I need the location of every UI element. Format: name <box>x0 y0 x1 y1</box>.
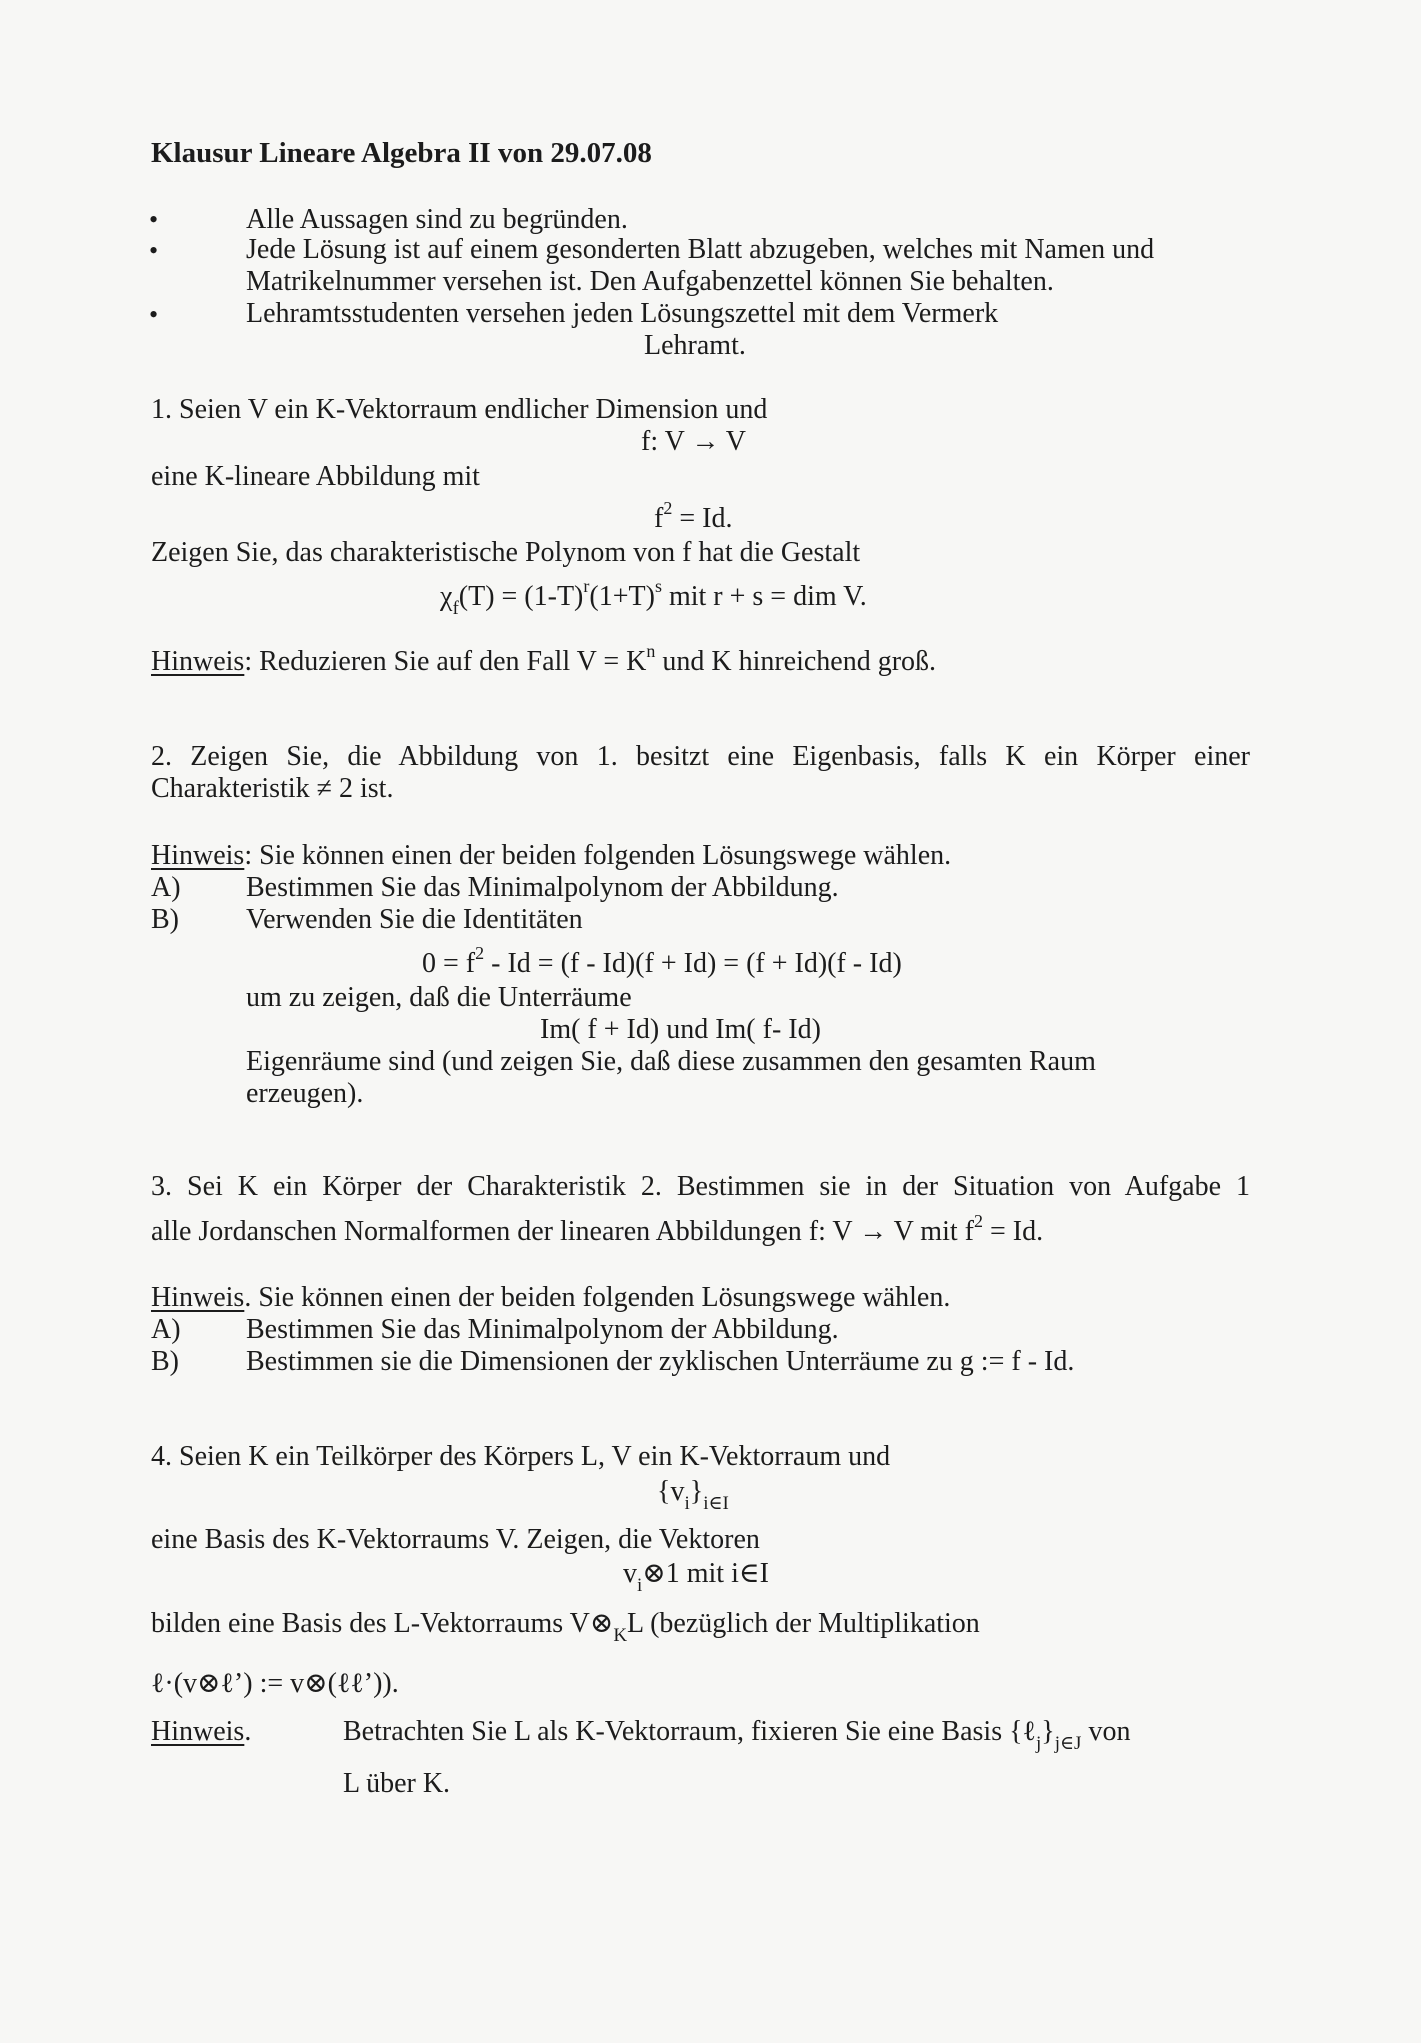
task2-identity-equation <box>422 943 902 983</box>
task3-option-a-text: Bestimmen Sie das Minimalpolynom der Abbildung. <box>246 1314 839 1345</box>
tensor-subscript: K <box>613 1625 628 1646</box>
task3-line-2-a: alle Jordanschen Normalformen der linearen Abbildungen f: V → V mit f <box>151 1216 974 1247</box>
task4-line-2: eine Basis des K-Vektorraums V. Zeigen, die Vektoren <box>151 1524 760 1555</box>
task3-option-a-label: A) <box>151 1314 181 1345</box>
task2-line-3: um zu zeigen, daß die Unterräume <box>246 982 632 1013</box>
task4-line-4: ℓ·(v⊗ℓ’) := v⊗(ℓℓ’)). <box>151 1668 399 1699</box>
task1-equation <box>654 498 733 538</box>
bullet-1: • <box>149 205 159 234</box>
bullet-3: • <box>149 300 159 329</box>
eq-part-a: 0 = f <box>422 948 476 979</box>
chi-part-c: mit r + s = dim V. <box>661 581 867 612</box>
eq-part-b: - Id = (f - Id)(f + Id) = (f + Id)(f - Id) <box>484 948 902 979</box>
instruction-1: Alle Aussagen sind zu begründen. <box>246 204 628 235</box>
task4-line-1: 4. Seien K ein Teilkörper des Körpers L, V ein K-Vektorraum und <box>151 1441 891 1472</box>
task2-option-b-label: B) <box>151 904 179 935</box>
hint-text-b: } <box>1041 1716 1055 1747</box>
task1-hint <box>151 641 937 681</box>
hint-index-j: j <box>1035 1733 1042 1754</box>
task4-line-3-a: bilden eine Basis des L-Vektorraums V⊗ <box>151 1608 614 1639</box>
eq-exponent: 2 <box>663 498 673 518</box>
instruction-2-line-2: Matrikelnummer versehen ist. Den Aufgabenzettel können Sie behalten. <box>246 266 1054 297</box>
eq-f: f <box>654 503 664 534</box>
task2-line-5: erzeugen). <box>246 1078 364 1109</box>
task4-line-3-b: L (bezüglich der Multiplikation <box>627 1608 980 1639</box>
task2-line-2: Charakteristik ≠ 2 ist. <box>151 773 394 804</box>
instruction-3-line-1: Lehramtsstudenten versehen jeden Lösungszettel mit dem Vermerk <box>246 298 999 329</box>
task4-basis-set <box>657 1475 729 1512</box>
hint-subscript: j∈J <box>1054 1733 1082 1754</box>
set-open: {v <box>657 1476 685 1507</box>
task4-vectors <box>623 1557 769 1594</box>
task2-option-a-label: A) <box>151 872 181 903</box>
chi-exponent-s: s <box>654 576 662 596</box>
hint-text: . Sie können einen der beiden folgenden Lösungswege wählen. <box>244 1282 951 1313</box>
task3-option-b-label: B) <box>151 1346 179 1377</box>
set-index: i <box>684 1493 690 1514</box>
task4-line-3 <box>151 1607 980 1644</box>
task1-line-3: Zeigen Sie, das charakteristische Polynom von f hat die Gestalt <box>151 537 861 568</box>
task3-line-1: 3. Sei K ein Körper der Charakteristik 2. Bestimmen sie in der Situation von Aufgabe 1 <box>151 1171 1250 1202</box>
task4-hint-text <box>343 1715 1130 1752</box>
task1-map: f: V → V <box>641 426 747 457</box>
chi-subscript: f <box>452 598 459 619</box>
hint-text-a: Betrachten Sie L als K-Vektorraum, fixieren Sie eine Basis {ℓ <box>343 1716 1036 1747</box>
task1-char-polynomial <box>440 576 867 619</box>
chi-symbol: χ <box>440 581 453 612</box>
instruction-2-line-1: Jede Lösung ist auf einem gesonderten Blatt abzugeben, welches mit Namen und <box>246 234 1155 265</box>
task2-line-1: 2. Zeigen Sie, die Abbildung von 1. besitzt eine Eigenbasis, falls K ein Körper einer <box>151 741 1250 772</box>
hint-exponent: n <box>646 641 656 661</box>
vec-index: i <box>637 1575 643 1596</box>
eq-exponent: 2 <box>475 943 485 963</box>
task2-option-a-text: Bestimmen Sie das Minimalpolynom der Abbildung. <box>246 872 839 903</box>
hint-label: Hinweis <box>151 1282 245 1313</box>
task1-line-1: 1. Seien V ein K-Vektorraum endlicher Dimension und <box>151 394 768 425</box>
chi-part-a: (T) = (1-T) <box>458 581 584 612</box>
task3-hint <box>151 1281 950 1315</box>
page-title: Klausur Lineare Algebra II von 29.07.08 <box>151 137 652 169</box>
hint-label: Hinweis <box>151 646 245 677</box>
task1-line-2: eine K-lineare Abbildung mit <box>151 461 480 492</box>
hint-dot: . <box>244 1716 252 1747</box>
instruction-3-line-2: Lehramt. <box>644 330 746 361</box>
task3-line-2-b: = Id. <box>982 1216 1044 1247</box>
bullet-2: • <box>149 236 159 265</box>
task3-option-b-text: Bestimmen sie die Dimensionen der zyklischen Unterräume zu g := f - Id. <box>246 1346 1075 1377</box>
task4-hint-label <box>151 1715 251 1749</box>
hint-text: : Sie können einen der beiden folgenden Lösungswege wählen. <box>244 840 952 871</box>
hint-text-a: : Reduzieren Sie auf den Fall V = K <box>244 646 647 677</box>
vec-rest: ⊗1 mit i∈I <box>642 1558 769 1589</box>
set-subscript: i∈I <box>703 1493 729 1514</box>
hint-text-b: und K hinreichend groß. <box>655 646 937 677</box>
task2-option-b-text: Verwenden Sie die Identitäten <box>246 904 583 935</box>
vec-v: v <box>623 1558 637 1589</box>
set-close: } <box>689 1476 704 1507</box>
hint-text-c: von <box>1081 1716 1131 1747</box>
hint-label: Hinweis <box>151 840 245 871</box>
task2-hint <box>151 839 951 873</box>
task2-line-4: Eigenräume sind (und zeigen Sie, daß diese zusammen den gesamten Raum <box>246 1046 1096 1077</box>
chi-exponent-r: r <box>583 576 590 596</box>
task3-exponent: 2 <box>973 1211 983 1231</box>
task3-line-2 <box>151 1211 1044 1251</box>
task2-subspaces: Im( f + Id) und Im( f- Id) <box>540 1014 821 1045</box>
hint-label: Hinweis <box>151 1716 245 1747</box>
task4-hint-line-2: L über K. <box>343 1768 451 1799</box>
chi-part-b: (1+T) <box>589 581 655 612</box>
eq-rest: = Id. <box>672 503 733 534</box>
